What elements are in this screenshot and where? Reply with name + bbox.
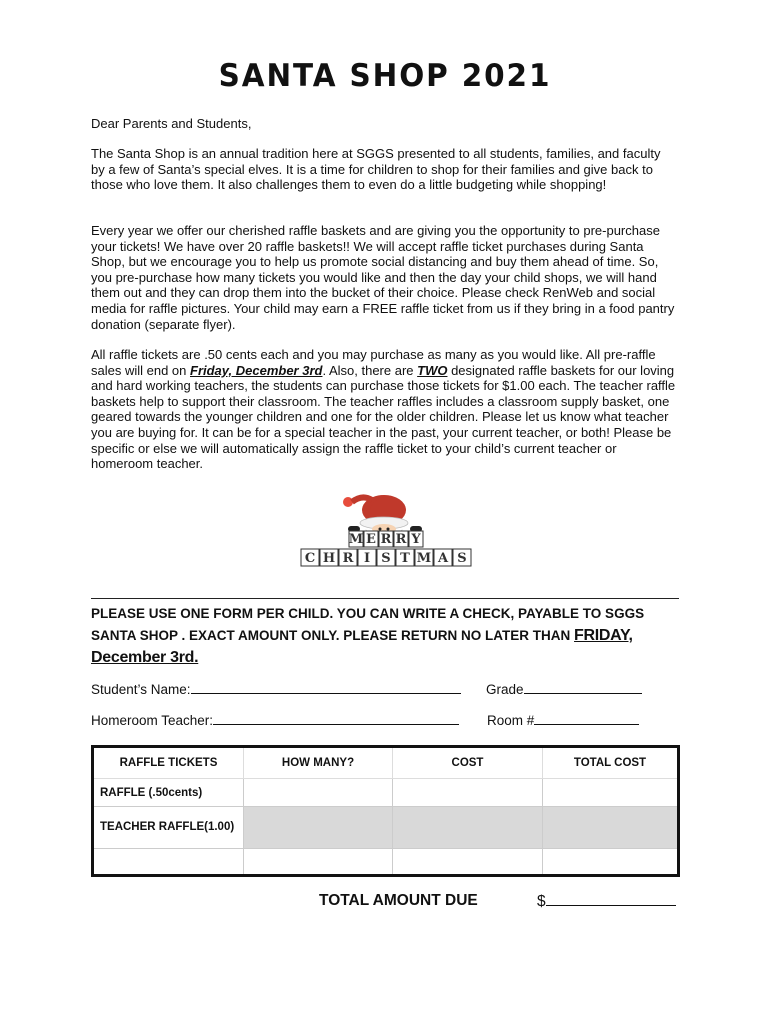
grade-line[interactable] bbox=[524, 681, 642, 694]
logo-row-merry bbox=[349, 531, 423, 547]
cost-cell[interactable] bbox=[393, 807, 543, 849]
total-cost-cell[interactable] bbox=[543, 849, 679, 876]
letter-block-letter: H bbox=[322, 551, 336, 566]
raffle-table bbox=[91, 745, 680, 877]
paragraph-3-part-c: designated raffle baskets for our loving and hard working teachers, the students can purchase those tickets for $1.00 each. The teacher raffle baskets help to support their classroom. The teacher raffles includes a classroom supply basket, one geared towards the younger children and one for the older children. Please let us know what teacher you are buying for. It can be for a special teacher in the past, your current teacher, or both! Please be specific or else we will automatically assign the raffle ticket to your child’s current teacher or homeroom teacher. bbox=[91, 362, 676, 472]
paragraph-2: Every year we offer our cherished raffle baskets and are giving you the opportunity to pre-purchase your tickets! We have over 20 raffle baskets!! We will accept raffle ticket purchases during Santa Shop, but we encourage you to help us promote social distancing and buy them ahead of time. So, you pre-purchase how many tickets you would like and then the day your child shops, we will hand them out and they can drop them into the bucket of their choice. Please check RenWeb and social media for raffle pictures. Your child may earn a FREE raffle ticket from us if they bring in a food pantry donation (separate flyer). bbox=[91, 223, 675, 332]
pricing-paragraph bbox=[91, 347, 676, 472]
total-amount-label: TOTAL AMOUNT DUE bbox=[319, 892, 478, 909]
letter-block-letter: T bbox=[400, 551, 410, 566]
letter-block-letter: Y bbox=[411, 532, 421, 547]
student-name-label: Student’s Name: bbox=[91, 682, 191, 697]
header-cost: COST bbox=[393, 747, 543, 779]
row-label-teacher-raffle: TEACHER RAFFLE(1.00) bbox=[93, 807, 244, 849]
paragraph-1: The Santa Shop is an annual tradition here at SGGS presented to all students, families, and faculty by a few of Santa’s special elves. It is a time for children to shop for their families and give back to those who love them. It also challenges them to even do a little budgeting while shopping! bbox=[91, 146, 661, 193]
letter-block-letter: E bbox=[366, 532, 376, 547]
intro-paragraph bbox=[91, 146, 676, 193]
row-label-raffle: RAFFLE (.50cents) bbox=[93, 779, 244, 807]
grade-label: Grade bbox=[486, 682, 524, 697]
student-name-field[interactable] bbox=[91, 681, 461, 697]
cost-cell[interactable] bbox=[393, 849, 543, 876]
form-divider bbox=[91, 598, 679, 599]
room-field[interactable] bbox=[487, 712, 639, 728]
letter-block-letter: M bbox=[416, 551, 432, 566]
total-cost-cell[interactable] bbox=[543, 779, 679, 807]
header-total-cost: TOTAL COST bbox=[543, 747, 679, 779]
letter-block-letter: R bbox=[342, 551, 354, 566]
greeting: Dear Parents and Students, bbox=[91, 116, 252, 131]
currency-symbol: $ bbox=[537, 893, 546, 910]
student-name-line[interactable] bbox=[191, 681, 461, 694]
homeroom-teacher-field[interactable] bbox=[91, 712, 459, 728]
logo-row-christmas bbox=[301, 549, 471, 566]
form-instructions-text: PLEASE USE ONE FORM PER CHILD. YOU CAN WRITE A CHECK, PAYABLE TO SGGS SANTA SHOP . EXACT AMOUNT ONLY. PLEASE RETURN NO LATER THAN bbox=[91, 606, 645, 643]
letter-block-letter: A bbox=[437, 551, 449, 566]
total-cost-cell[interactable] bbox=[543, 807, 679, 849]
letter-block-letter: M bbox=[348, 532, 364, 547]
letter-block-letter: R bbox=[395, 532, 407, 547]
letter-block-letter: C bbox=[304, 551, 316, 566]
deadline-date: Friday, December 3rd bbox=[190, 362, 323, 378]
header-how-many: HOW MANY? bbox=[244, 747, 393, 779]
raffle-paragraph bbox=[91, 223, 676, 332]
table-row bbox=[93, 779, 679, 807]
room-label: Room # bbox=[487, 713, 535, 728]
total-amount-line[interactable] bbox=[546, 892, 676, 906]
header-raffle-tickets: RAFFLE TICKETS bbox=[93, 747, 244, 779]
cost-cell[interactable] bbox=[393, 779, 543, 807]
form-instructions bbox=[91, 603, 681, 669]
row-label-empty bbox=[93, 849, 244, 876]
table-row bbox=[93, 807, 679, 849]
total-amount-field[interactable] bbox=[537, 892, 676, 911]
table-row bbox=[93, 849, 679, 876]
homeroom-teacher-line[interactable] bbox=[213, 712, 459, 725]
homeroom-teacher-label: Homeroom Teacher: bbox=[91, 713, 214, 728]
paragraph-3-part-a: All raffle tickets are .50 cents each and you may purchase as many as you would like. All pre-raffle sales will end on bbox=[91, 347, 656, 378]
letter-block-letter: I bbox=[363, 551, 371, 566]
grade-field[interactable] bbox=[486, 681, 642, 697]
return-deadline: FRIDAY, December 3rd. bbox=[91, 627, 633, 666]
room-line[interactable] bbox=[534, 712, 639, 725]
letter-block-letter: R bbox=[380, 532, 392, 547]
paragraph-3 bbox=[91, 347, 676, 472]
table-header-row bbox=[93, 747, 679, 779]
two-emphasis: TWO bbox=[417, 362, 448, 378]
how-many-cell[interactable] bbox=[244, 807, 393, 849]
page-title: SANTA SHOP 2021 bbox=[218, 58, 552, 94]
letter-block-letter: S bbox=[381, 551, 391, 566]
merry-christmas-logo bbox=[300, 490, 472, 570]
letter-block-letter: S bbox=[457, 551, 467, 566]
how-many-cell[interactable] bbox=[244, 779, 393, 807]
paragraph-3-part-b: . Also, there are bbox=[322, 362, 418, 378]
how-many-cell[interactable] bbox=[244, 849, 393, 876]
